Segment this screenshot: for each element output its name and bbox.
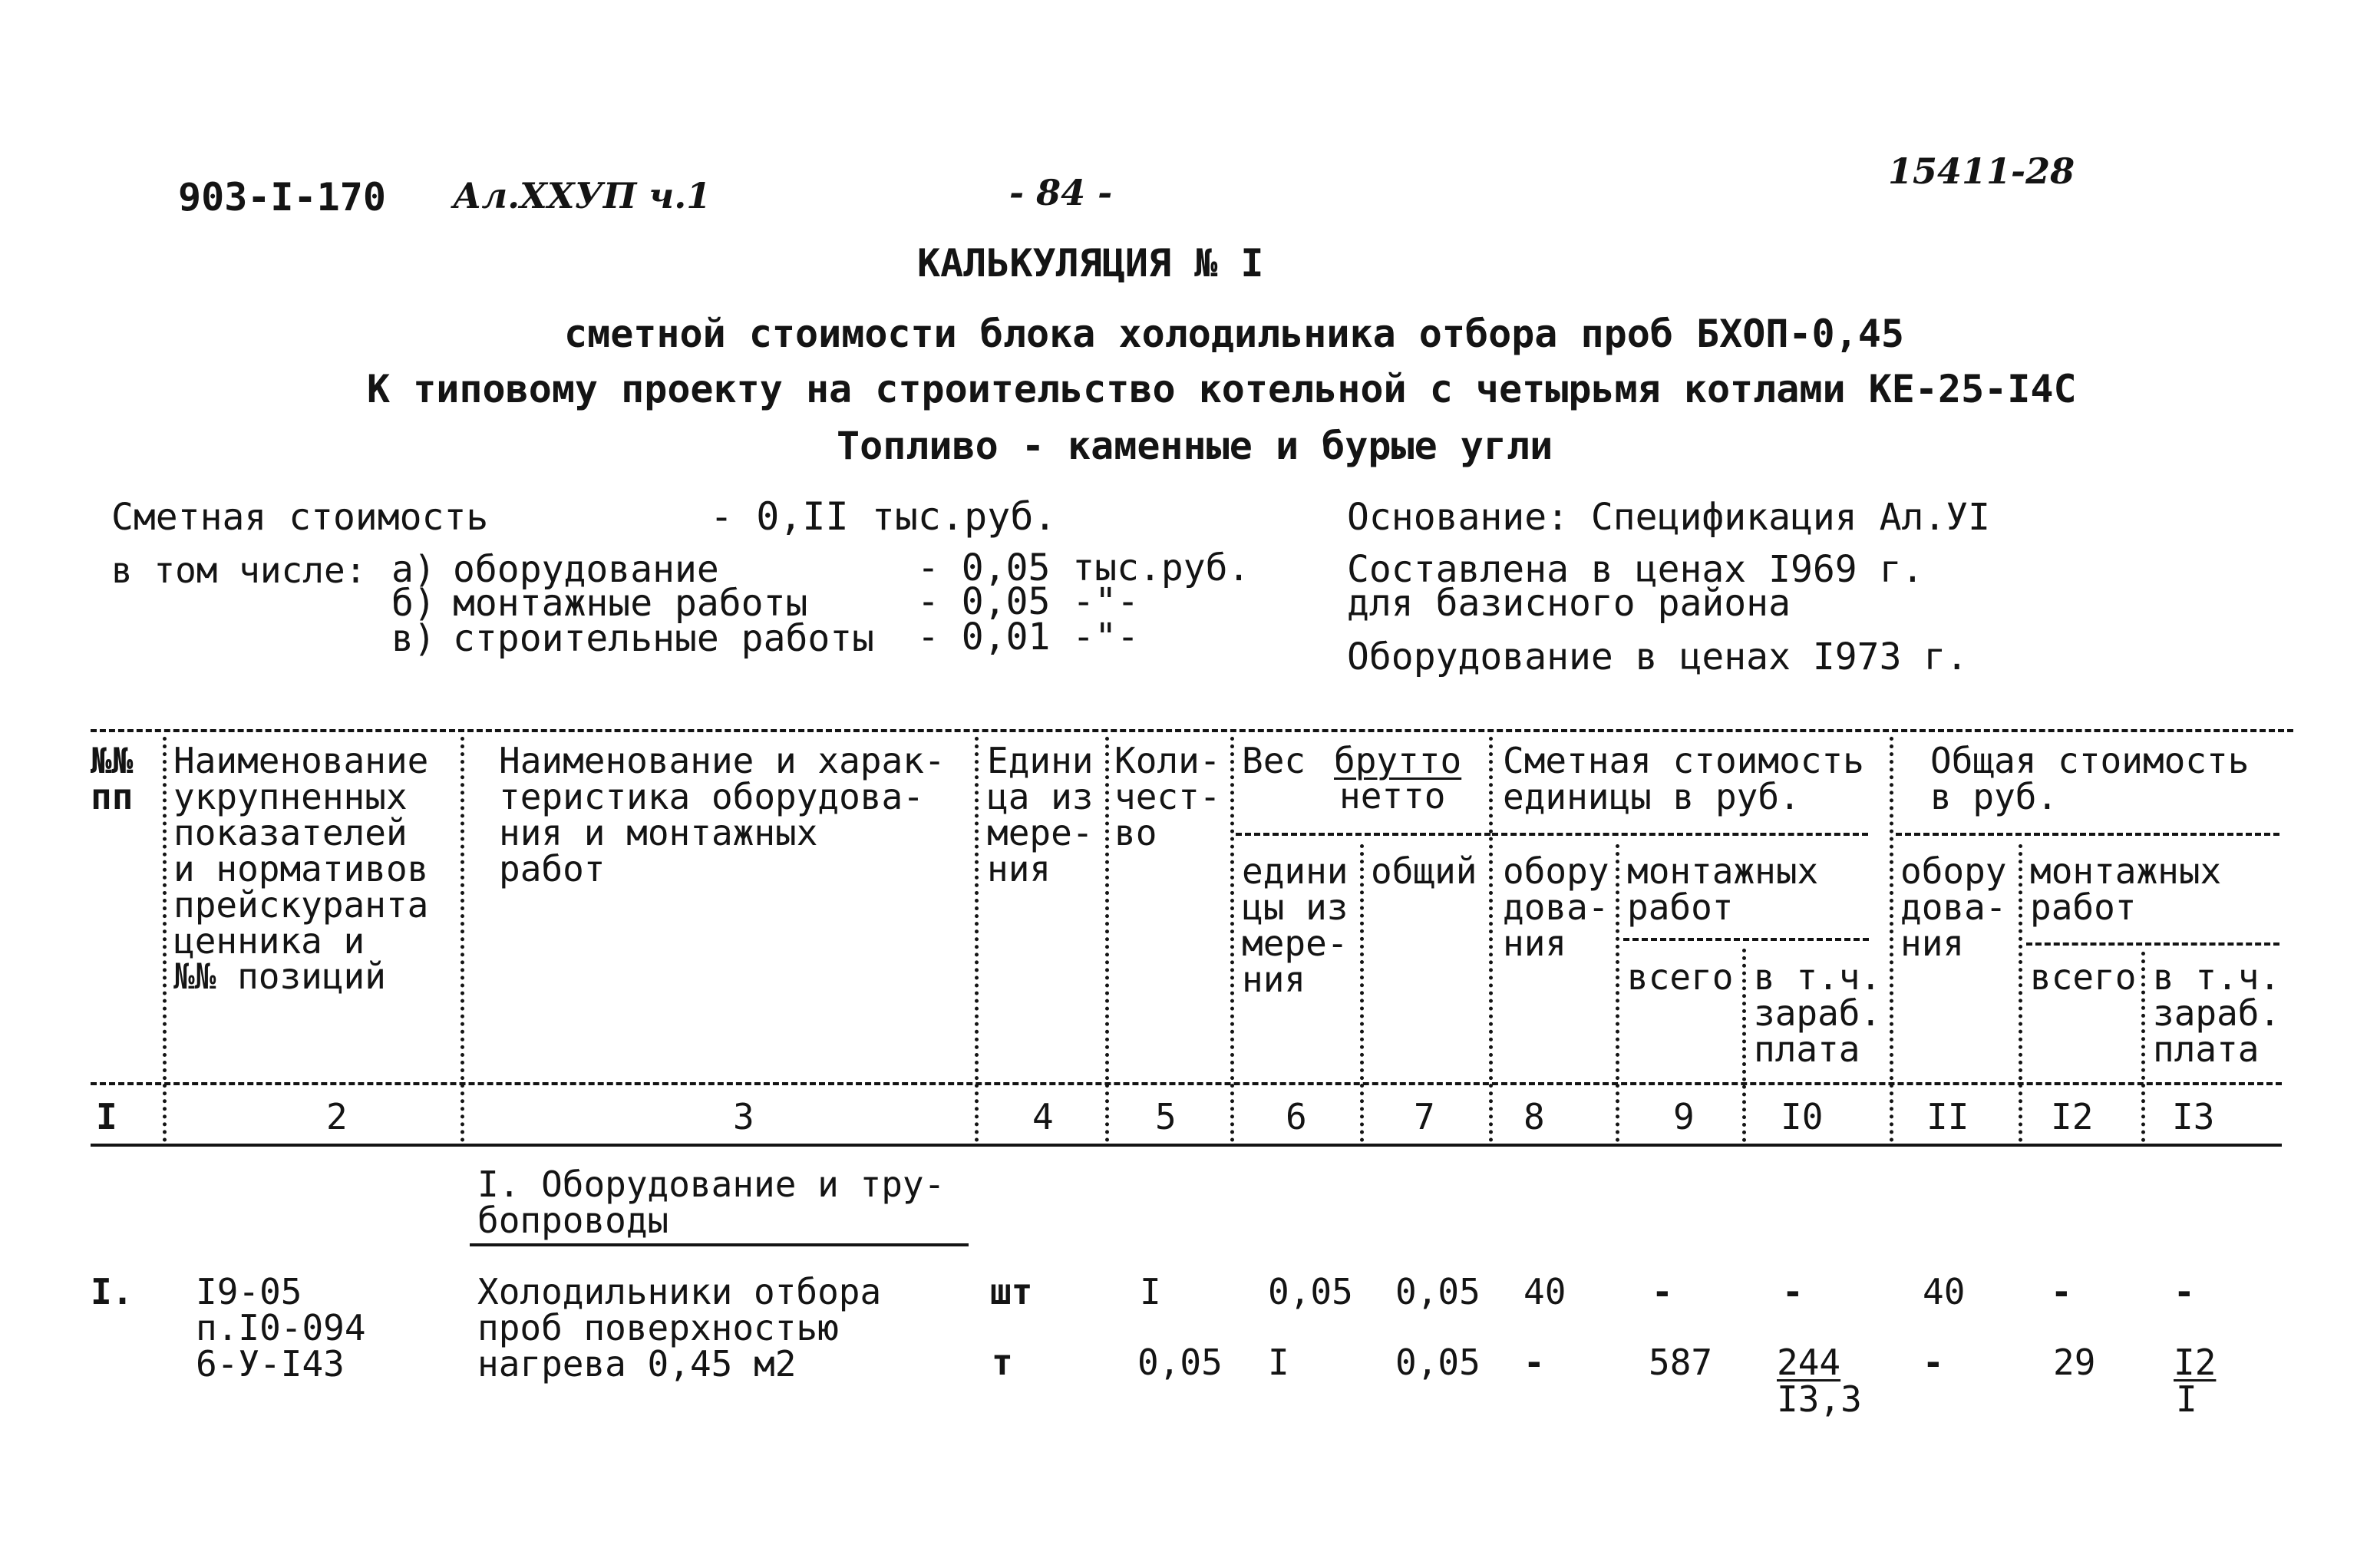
doc-code: 903-I-170 xyxy=(178,175,386,220)
section-title-underline xyxy=(470,1243,969,1246)
col-sep-6 xyxy=(1360,844,1364,1142)
col-sep-11 xyxy=(2019,844,2022,1142)
row-l1-unit: шт xyxy=(990,1271,1033,1312)
row-l2-col11: - xyxy=(1923,1342,1944,1383)
column-number-11: II xyxy=(1926,1096,1969,1137)
column-numbers-rule xyxy=(91,1144,2282,1147)
total-cost-subheader-rule xyxy=(1896,833,2279,836)
summary-value-mounting: - 0,05 -"- xyxy=(917,580,1139,623)
summary-item-mounting: монтажные работы xyxy=(453,582,808,625)
summary-value-equipment: - 0,05 тыс.руб. xyxy=(917,546,1250,589)
header-weight-brutto: брутто xyxy=(1334,740,1462,781)
table-top-rule xyxy=(91,729,2293,732)
row-l2-col10-bottom: I3,3 xyxy=(1777,1378,1862,1420)
basis-line-2: Составлена в ценах I969 г. xyxy=(1347,548,1924,591)
row-number: I. xyxy=(91,1271,134,1312)
row-l2-qty: 0,05 xyxy=(1137,1342,1223,1383)
col-sep-12 xyxy=(2141,952,2145,1142)
row-l2-unit: т xyxy=(992,1342,1013,1383)
header-total-cost: Общая стоимость в руб. xyxy=(1930,740,2250,817)
column-number-7: 7 xyxy=(1414,1096,1435,1137)
mount2-subheader-rule xyxy=(2026,942,2279,946)
row-l2-col13-top: I2 xyxy=(2174,1342,2217,1383)
col-sep-9 xyxy=(1742,949,1746,1142)
column-number-9: 9 xyxy=(1673,1096,1695,1137)
column-number-8: 8 xyxy=(1523,1096,1545,1137)
header-col-3: Наименование и харак- теристика оборудова- ния и монтажных работ xyxy=(499,740,946,890)
header-mount-group: монтажных работ xyxy=(1627,850,1819,928)
total-cost-value: - 0,II тыс.руб. xyxy=(710,494,1057,539)
column-number-10: I0 xyxy=(1781,1096,1824,1137)
subtitle-line-3: Топливо - каменные и бурые угли xyxy=(837,424,1553,468)
row-l2-weight-total: 0,05 xyxy=(1395,1342,1481,1383)
header-unit-cost: Сметная стоимость единицы в руб. xyxy=(1503,740,1864,817)
col-sep-1 xyxy=(163,737,167,1142)
including-label: в том числе: xyxy=(111,550,367,591)
subtitle-line-2: К типовому проекту на строительство котельной с четырьмя котлами КЕ-25-I4С xyxy=(367,367,2077,411)
row-l1-qty: I xyxy=(1140,1271,1161,1312)
section-title: I. Оборудование и тру- бопроводы xyxy=(477,1164,946,1241)
row-l2-weight-unit: I xyxy=(1268,1342,1289,1383)
col-sep-8 xyxy=(1616,844,1619,1142)
row-l1-col12: - xyxy=(2051,1271,2072,1312)
column-number-1: I xyxy=(96,1096,117,1137)
row-l1-col13: - xyxy=(2174,1271,2195,1312)
header-mount-group-2: монтажных работ xyxy=(2030,850,2222,928)
summary-letter-a: а) xyxy=(391,548,436,591)
column-number-5: 5 xyxy=(1155,1096,1177,1137)
row-l2-col12: 29 xyxy=(2053,1342,2096,1383)
column-number-6: 6 xyxy=(1286,1096,1307,1137)
header-weight: Вес xyxy=(1242,740,1306,781)
album-reference: Ал.XXУП ч.1 xyxy=(453,175,711,216)
header-col-9: всего xyxy=(1627,956,1734,998)
summary-value-construction: - 0,01 -"- xyxy=(917,616,1139,659)
subtitle-line-1: сметной стоимости блока холодильника отбора проб БХОП-0,45 xyxy=(564,312,1904,356)
col-sep-5 xyxy=(1230,737,1234,1142)
mount-subheader-rule xyxy=(1623,938,1869,941)
row-l2-col9: 587 xyxy=(1649,1342,1713,1383)
page-number: - 84 - xyxy=(1009,172,1113,213)
weight-subheader-rule xyxy=(1236,833,1490,836)
column-number-3: 3 xyxy=(733,1096,754,1137)
header-col-12: всего xyxy=(2030,956,2137,998)
column-number-13: I3 xyxy=(2172,1096,2215,1137)
row-name: Холодильники отбора проб поверхностью нагрева 0,45 м2 xyxy=(477,1271,882,1385)
row-code: I9-05 п.I0-094 6-У-I43 xyxy=(196,1271,366,1385)
col-sep-7 xyxy=(1489,737,1493,1142)
header-col-7: общий xyxy=(1371,850,1477,892)
column-number-12: I2 xyxy=(2051,1096,2094,1137)
basis-line-4: Оборудование в ценах I973 г. xyxy=(1347,635,1969,678)
row-l1-col11: 40 xyxy=(1923,1271,1966,1312)
row-l1-weight-unit: 0,05 xyxy=(1268,1271,1353,1312)
header-col-11: обору дова- ния xyxy=(1900,850,2007,964)
summary-item-construction: строительные работы xyxy=(453,617,875,660)
header-col-8: обору дова- ния xyxy=(1503,850,1609,964)
summary-item-equipment: оборудование xyxy=(453,548,719,591)
summary-letter-b: б) xyxy=(391,582,436,625)
header-col-10: в т.ч. зараб. плата xyxy=(1754,956,1882,1070)
basis-line-1: Основание: Спецификация Ал.УI xyxy=(1347,496,1991,539)
row-l1-weight-total: 0,05 xyxy=(1395,1271,1481,1312)
row-l1-col10: - xyxy=(1782,1271,1804,1312)
header-col-2: Наименование укрупненных показателей и нормативов прейскуранта ценника и №№ позиций xyxy=(173,740,429,998)
header-col-6: едини цы из мере- ния xyxy=(1242,850,1349,1000)
col-sep-3 xyxy=(975,737,979,1142)
col-sep-2 xyxy=(461,737,464,1142)
row-l1-col8: 40 xyxy=(1523,1271,1566,1312)
page-title: КАЛЬКУЛЯЦИЯ № I xyxy=(917,241,1264,286)
column-number-2: 2 xyxy=(326,1096,348,1137)
row-l2-col10-top: 244 xyxy=(1777,1342,1841,1383)
archive-number: 15411-28 xyxy=(1888,150,2075,192)
unit-cost-subheader-rule xyxy=(1492,833,1868,836)
col-sep-10 xyxy=(1890,737,1893,1142)
row-l2-col13-bottom: I xyxy=(2176,1378,2197,1420)
header-col-4: Едини ца из мере- ния xyxy=(987,740,1094,890)
header-col-1: №№ пп xyxy=(91,740,134,817)
header-bottom-rule xyxy=(91,1082,2282,1085)
total-cost-label: Сметная стоимость xyxy=(111,496,489,539)
column-number-4: 4 xyxy=(1032,1096,1054,1137)
header-col-5: Коли- чест- во xyxy=(1114,740,1221,853)
row-l1-col9: - xyxy=(1652,1271,1673,1312)
header-col-13: в т.ч. зараб. плата xyxy=(2153,956,2281,1070)
row-l2-col8: - xyxy=(1523,1342,1545,1383)
basis-line-3: для базисного района xyxy=(1347,582,1791,625)
col-sep-4 xyxy=(1105,737,1109,1142)
summary-letter-v: в) xyxy=(391,617,436,660)
header-weight-netto: нетто xyxy=(1339,775,1446,817)
